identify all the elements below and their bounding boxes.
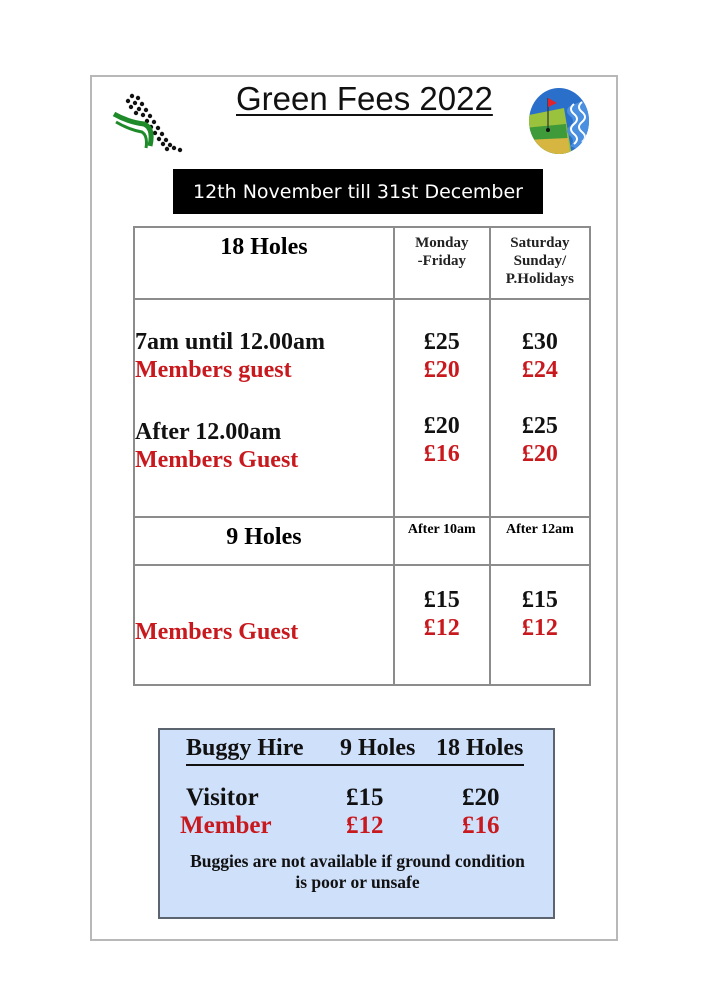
guest-price: £20 (521, 441, 558, 467)
guest-price: £24 (521, 357, 558, 383)
time-slot-label: After 12.00am (135, 419, 282, 445)
checkered-flag-icon (108, 88, 193, 156)
nine-weekend-prices (490, 565, 590, 685)
note-line: Buggies are not available if ground condition (190, 851, 525, 871)
price: £20 (423, 413, 460, 439)
col-weekend-heading (490, 227, 590, 299)
note-line: is poor or unsafe (295, 872, 420, 892)
nine-weekday-heading: After 10am (394, 517, 490, 565)
buggy-row-label: Visitor (186, 784, 259, 811)
eighteen-holes-heading: 18 Holes (134, 227, 394, 299)
weekday-prices (394, 299, 490, 517)
col-weekday-line: -Friday (417, 253, 466, 269)
price: £15 (423, 587, 460, 613)
col-weekend-line: P.Holidays (505, 271, 574, 287)
page-title: Green Fees 2022 (236, 80, 493, 117)
buggy-row-label: Member (180, 812, 272, 839)
guest-label: Members guest (135, 357, 292, 383)
guest-label: Members Guest (135, 619, 299, 645)
eighteen-holes-labels (134, 299, 394, 517)
table-row (134, 565, 590, 685)
nine-weekend-heading: After 12am (490, 517, 590, 565)
guest-price: £20 (423, 357, 460, 383)
price: £30 (521, 329, 558, 355)
col-weekend-line: Sunday/ (513, 253, 567, 269)
buggy-hire-header (186, 735, 304, 762)
guest-price: £12 (423, 615, 460, 641)
club-logo-right (524, 86, 594, 156)
club-logo-left (108, 88, 193, 156)
price: £25 (521, 413, 558, 439)
price: £15 (521, 587, 558, 613)
col-weekday-line: Monday (415, 235, 469, 251)
buggy-price: £12 (346, 812, 384, 839)
guest-label: Members Guest (135, 447, 299, 473)
time-slot-label: 7am until 12.00am (135, 329, 326, 355)
buggy-header-underline (186, 764, 524, 766)
buggy-col-9: 9 Holes (340, 735, 416, 761)
date-range-banner: 12th November till 31st December (173, 169, 543, 214)
table-row (134, 299, 590, 517)
buggy-price: £15 (346, 784, 384, 811)
nine-holes-heading: 9 Holes (134, 517, 394, 565)
buggy-hire-title: Buggy Hire (186, 735, 304, 761)
nine-holes-label (134, 565, 394, 685)
guest-price: £16 (423, 441, 460, 467)
green-fees-table (133, 226, 591, 686)
buggy-price: £20 (462, 784, 500, 811)
guest-price: £12 (521, 615, 558, 641)
buggy-col-18: 18 Holes (436, 735, 524, 761)
weekend-prices (490, 299, 590, 517)
buggy-availability-note (166, 851, 549, 893)
nine-weekday-prices (394, 565, 490, 685)
buggy-price: £16 (462, 812, 500, 839)
col-weekend-line: Saturday (510, 235, 570, 251)
col-weekday-heading (394, 227, 490, 299)
golf-badge-icon (524, 86, 594, 156)
table-row (134, 517, 590, 565)
table-row (134, 227, 590, 299)
price: £25 (423, 329, 460, 355)
buggy-hire-box (158, 728, 555, 919)
